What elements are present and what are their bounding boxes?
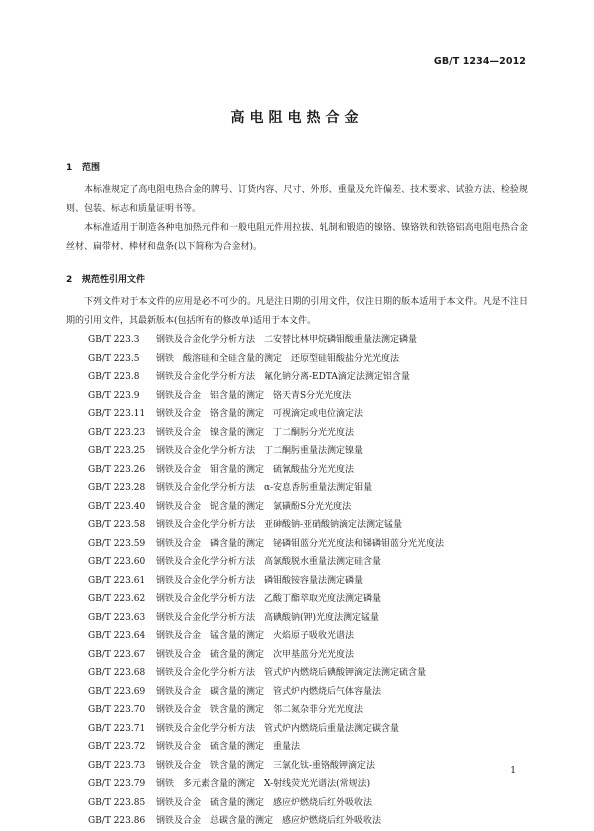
- reference-item: [88, 442, 528, 461]
- reference-item: [88, 387, 528, 406]
- reference-code: GB/T 223.64: [88, 631, 146, 641]
- reference-code: GB/T 223.25: [88, 446, 146, 456]
- reference-title: 钢铁及合金 铁含量的测定 邻二氮杂菲分光光度法: [156, 705, 364, 715]
- reference-item: [88, 405, 528, 424]
- reference-title: 钢铁及合金 碳含量的测定 管式炉内燃烧后气体容量法: [156, 686, 382, 697]
- reference-item: [88, 794, 528, 813]
- reference-item: [88, 553, 528, 572]
- reference-code: GB/T 223.69: [88, 686, 146, 697]
- reference-title: 钢铁及合金化学分析方法 磷钼酸铵容量法测定磷量: [156, 575, 364, 586]
- reference-code: GB/T 223.62: [88, 594, 146, 604]
- reference-code: GB/T 223.67: [88, 649, 146, 660]
- reference-title: 钢铁及合金 锰含量的测定 火焰原子吸收光谱法: [156, 631, 355, 641]
- reference-title: 钢铁及合金 硫含量的测定 次甲基蓝分光光度法: [156, 649, 355, 660]
- reference-item: [88, 350, 528, 369]
- reference-title: 钢铁及合金 铝含量的测定 铬天青S分光光度法: [156, 390, 352, 401]
- reference-code: GB/T 223.5: [88, 353, 140, 364]
- reference-title: 钢铁及合金化学分析方法 管式炉内燃烧后重量法测定碳含量: [156, 723, 400, 734]
- section-number: 1: [66, 163, 73, 173]
- reference-code: GB/T 223.28: [88, 483, 146, 493]
- reference-item: [88, 479, 528, 498]
- section-number: 2: [66, 275, 73, 285]
- reference-item: [88, 812, 528, 831]
- reference-code: GB/T 223.72: [88, 742, 146, 752]
- reference-code: GB/T 223.11: [88, 409, 146, 419]
- reference-code: GB/T 223.9: [88, 390, 140, 401]
- reference-item: [88, 590, 528, 609]
- reference-title: 钢铁及合金化学分析方法 二安替比林甲烷磷钼酸重量法测定磷量: [156, 335, 418, 345]
- reference-title: 钢铁 酸溶硅和全硅含量的测定 还原型硅钼酸盐分光光度法: [156, 353, 400, 364]
- reference-code: GB/T 223.79: [88, 779, 146, 789]
- reference-code: GB/T 223.3: [88, 335, 140, 345]
- scope-paragraph-2: 本标准适用于制造各种电加热元件和一般电阻元件用拉拔、轧制和锻造的镍铬、镍铬铁和铁铬铝高电阻电热合金丝材、扁带材、棒材和盘条(以下简称为合金材)。: [66, 223, 528, 252]
- reference-title: 钢铁及合金 硫含量的测定 感应炉燃烧后红外吸收法: [156, 797, 373, 808]
- reference-title: 钢铁及合金 总碳含量的测定 感应炉燃烧后红外吸收法: [156, 816, 382, 826]
- reference-title: 钢铁及合金 钼含量的测定 硫氰酸盐分光光度法: [156, 464, 355, 475]
- reference-code: GB/T 223.70: [88, 705, 146, 715]
- reference-title: 钢铁及合金化学分析方法 氟化钠分离-EDTA滴定法测定铝含量: [156, 372, 410, 382]
- reference-code: GB/T 223.61: [88, 575, 146, 586]
- reference-title: 钢铁及合金 硫含量的测定 重量法: [156, 742, 301, 752]
- standard-code: GB/T 1234—2012: [433, 56, 526, 67]
- reference-title: 钢铁及合金 镍含量的测定 丁二酮肟分光光度法: [156, 427, 355, 438]
- reference-item: [88, 664, 528, 683]
- reference-title: 钢铁及合金 铁含量的测定 三氯化钛-重铬酸钾滴定法: [156, 760, 376, 771]
- reference-title: 钢铁及合金化学分析方法 丁二酮肟重量法测定镍量: [156, 446, 364, 456]
- reference-code: GB/T 223.60: [88, 557, 146, 567]
- reference-code: GB/T 223.59: [88, 538, 146, 549]
- section-heading-scope: [66, 160, 100, 173]
- reference-title: 钢铁及合金 铬含量的测定 可视滴定或电位滴定法: [156, 409, 364, 419]
- reference-title: 钢铁及合金 铌含量的测定 氯磺酚S分光光度法: [156, 501, 352, 512]
- reference-code: GB/T 223.40: [88, 501, 146, 512]
- reference-item: [88, 720, 528, 739]
- reference-item: [88, 368, 528, 387]
- reference-title: 钢铁及合金化学分析方法 高氯酸脱水重量法测定硅含量: [156, 557, 382, 567]
- reference-item: [88, 516, 528, 535]
- reference-code: GB/T 223.58: [88, 520, 146, 530]
- reference-code: GB/T 223.26: [88, 464, 146, 475]
- document-title: 高电阻电热合金: [230, 110, 364, 126]
- reference-item: [88, 331, 528, 350]
- reference-title: 钢铁及合金 磷含量的测定 铋磷钼蓝分光光度法和锑磷钼蓝分光光度法: [156, 538, 445, 549]
- section-title: 范围: [82, 163, 101, 173]
- reference-item: [88, 757, 528, 776]
- reference-code: GB/T 223.68: [88, 668, 146, 678]
- reference-title: 钢铁及合金化学分析方法 α-安息香肟重量法测定钼量: [156, 483, 373, 493]
- scope-paragraph-1: 本标准规定了高电阻电热合金的牌号、订货内容、尺寸、外形、重量及允许偏差、技术要求、试验方法、检验规则、包装、标志和质量证明书等。: [66, 185, 528, 214]
- reference-code: GB/T 223.8: [88, 372, 140, 382]
- reference-item: [88, 738, 528, 757]
- reference-item: [88, 609, 528, 628]
- reference-item: [88, 627, 528, 646]
- reference-code: GB/T 223.86: [88, 816, 146, 826]
- reference-item: [88, 646, 528, 665]
- reference-code: GB/T 223.23: [88, 427, 146, 438]
- reference-title: 钢铁及合金化学分析方法 乙酸丁酯萃取光度法测定磷量: [156, 594, 382, 604]
- reference-title: 钢铁 多元素含量的测定 X-射线荧光光谱法(常规法): [156, 779, 371, 789]
- reference-code: GB/T 223.71: [88, 723, 146, 734]
- reference-code: GB/T 223.85: [88, 797, 146, 808]
- reference-item: [88, 535, 528, 554]
- reference-title: 钢铁及合金化学分析方法 高碘酸钠(钾)光度法测定锰量: [156, 612, 380, 623]
- reference-code: GB/T 223.63: [88, 612, 146, 623]
- reference-item: [88, 424, 528, 443]
- reference-item: [88, 498, 528, 517]
- reference-title: 钢铁及合金化学分析方法 管式炉内燃烧后碘酸钾滴定法测定硫含量: [156, 668, 427, 678]
- reference-item: [88, 701, 528, 720]
- section-title: 规范性引用文件: [82, 275, 146, 285]
- reference-item: [88, 572, 528, 591]
- page-number: 1: [510, 766, 516, 776]
- section-heading-normative-references: [66, 272, 145, 285]
- references-intro: 下列文件对于本文件的应用是必不可少的。凡是注日期的引用文件，仅注日期的版本适用于本文件。凡是不注日期的引用文件，其最新版本(包括所有的修改单)适用于本文件。: [66, 297, 528, 326]
- reference-item: [88, 775, 528, 794]
- reference-list: [88, 331, 528, 831]
- reference-code: GB/T 223.73: [88, 760, 146, 771]
- reference-item: [88, 683, 528, 702]
- reference-item: [88, 461, 528, 480]
- reference-title: 钢铁及合金化学分析方法 亚砷酸钠-亚硝酸钠滴定法测定锰量: [156, 520, 403, 530]
